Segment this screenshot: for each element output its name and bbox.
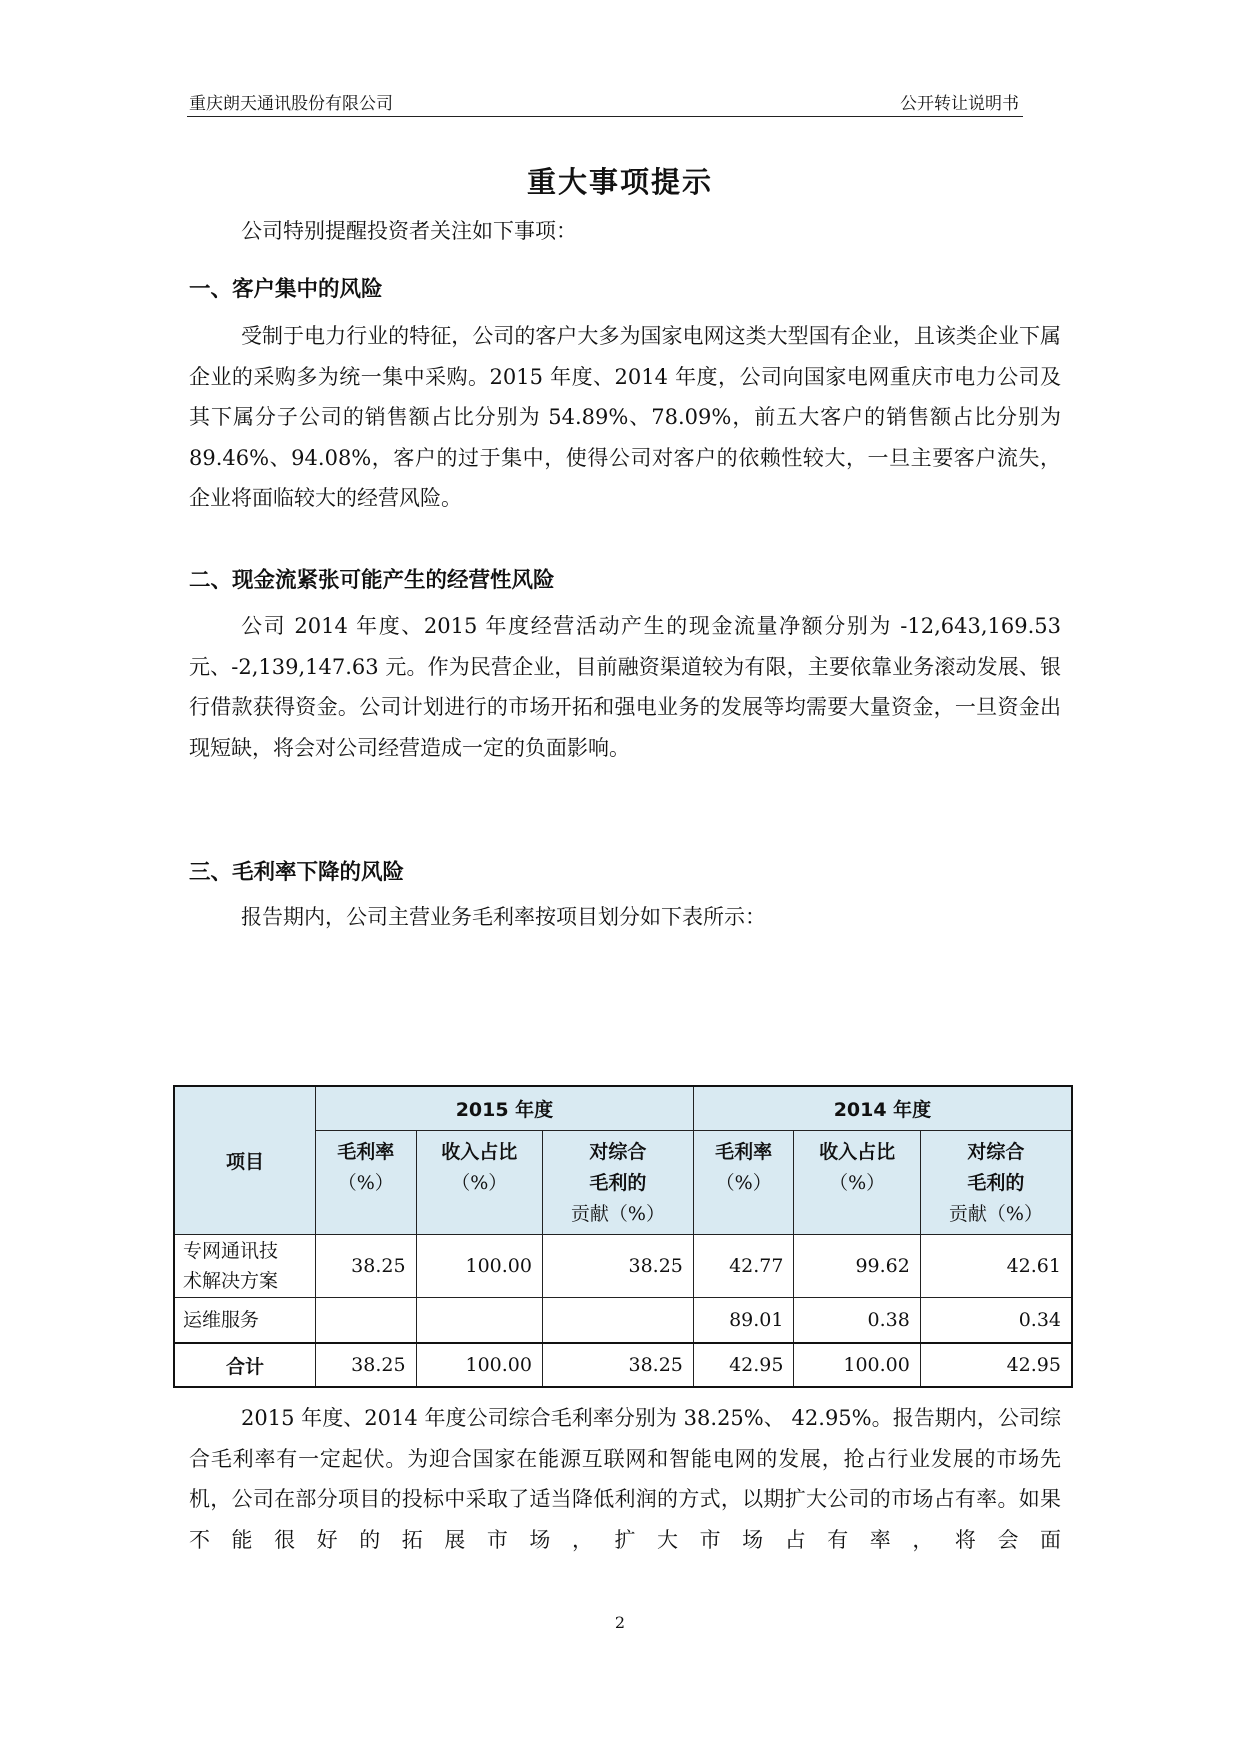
- section-heading-gross-margin: 三、毛利率下降的风险: [189, 860, 405, 885]
- table-cell: 100.00: [416, 1343, 542, 1387]
- section-heading-cash-flow: 二、现金流紧张可能产生的经营性风险: [189, 568, 555, 593]
- header-doc-type: 公开转让说明书: [900, 94, 1019, 114]
- table-header-year-2014: 2014 年度: [693, 1086, 1072, 1131]
- table-cell: 0.38: [794, 1298, 920, 1344]
- section-heading-customer-concentration: 一、客户集中的风险: [189, 277, 383, 302]
- table-cell: [316, 1298, 417, 1344]
- table-header-contribution-2015: 对综合 毛利的 贡献（%）: [542, 1131, 693, 1235]
- header-company: 重庆朗天通讯股份有限公司: [189, 94, 393, 114]
- table-total-row: [174, 1343, 1072, 1387]
- table-cell-item: 运维服务: [174, 1298, 316, 1344]
- table-header-margin-2014: 毛利率 （%）: [693, 1131, 794, 1235]
- table-cell: 89.01: [693, 1298, 794, 1344]
- table-cell: 42.77: [693, 1235, 794, 1298]
- table-cell: 42.61: [920, 1235, 1072, 1298]
- table-header-margin-2015: 毛利率 （%）: [316, 1131, 417, 1235]
- table-cell: 99.62: [794, 1235, 920, 1298]
- table-cell: 0.34: [920, 1298, 1072, 1344]
- gross-margin-paragraph: 2015 年度、2014 年度公司综合毛利率分别为 38.25%、 42.95%。报告期内，公司综合毛利率有一定起伏。为迎合国家在能源互联网和智能电网的发展，抢占行业发展的市场先机，公司在部分项目的投标中采取了适当降低利润的方式，以期扩大公司的市场占有率。如果不能很好的拓展市场，扩大市场占有率，将会面: [189, 1406, 1061, 1552]
- running-header: [187, 86, 1023, 117]
- customer-concentration-paragraph: 受制于电力行业的特征，公司的客户大多为国家电网这类大型国有企业，且该类企业下属企业的采购多为统一集中采购。2015 年度、2014 年度，公司向国家电网重庆市电力公司及其下属分子公司的销售额占比分别为 54.89%、78.09%，前五大客户的销售额占比分别为 89.46%、94.08%，客户的过于集中，使得公司对客户的依赖性较大，一旦主要客户流失，企业将面临较大的经营风险。: [189, 324, 1061, 511]
- table-header-share-2014: 收入占比 （%）: [794, 1131, 920, 1235]
- cash-flow-paragraph: 公司 2014 年度、2015 年度经营活动产生的现金流量净额分别为 -12,643,169.53 元、-2,139,147.63 元。作为民营企业，目前融资渠道较为有限，主要依靠业务滚动发展、银行借款获得资金。公司计划进行的市场开拓和强电业务的发展等均需要大量资金，一旦资金出现短缺，将会对公司经营造成一定的负面影响。: [189, 614, 1061, 760]
- table-cell: 42.95: [693, 1343, 794, 1387]
- page-number: 2: [614, 1613, 626, 1632]
- table-cell: 100.00: [794, 1343, 920, 1387]
- table-cell: 100.00: [416, 1235, 542, 1298]
- table-header-year-2015: 2015 年度: [316, 1086, 694, 1131]
- table-cell: 38.25: [542, 1343, 693, 1387]
- intro-paragraph: 公司特别提醒投资者关注如下事项：: [241, 219, 577, 243]
- page-title: 重大事项提示: [526, 165, 713, 199]
- table-header-contribution-2014: 对综合 毛利的 贡献（%）: [920, 1131, 1072, 1235]
- gross-margin-table: [173, 1085, 1073, 1388]
- table-cell: 38.25: [316, 1343, 417, 1387]
- table-cell: [416, 1298, 542, 1344]
- table-header-item: 项目: [174, 1086, 316, 1235]
- table-cell: 38.25: [542, 1235, 693, 1298]
- table-row: [174, 1298, 1072, 1344]
- table-cell-total-label: 合计: [174, 1343, 316, 1387]
- table-cell: 42.95: [920, 1343, 1072, 1387]
- table-cell-item: 专网通讯技 术解决方案: [174, 1235, 316, 1298]
- table-row: [174, 1235, 1072, 1298]
- gross-margin-intro: 报告期内，公司主营业务毛利率按项目划分如下表所示：: [241, 905, 766, 929]
- table-header-share-2015: 收入占比 （%）: [416, 1131, 542, 1235]
- table-cell: 38.25: [316, 1235, 417, 1298]
- table-cell: [542, 1298, 693, 1344]
